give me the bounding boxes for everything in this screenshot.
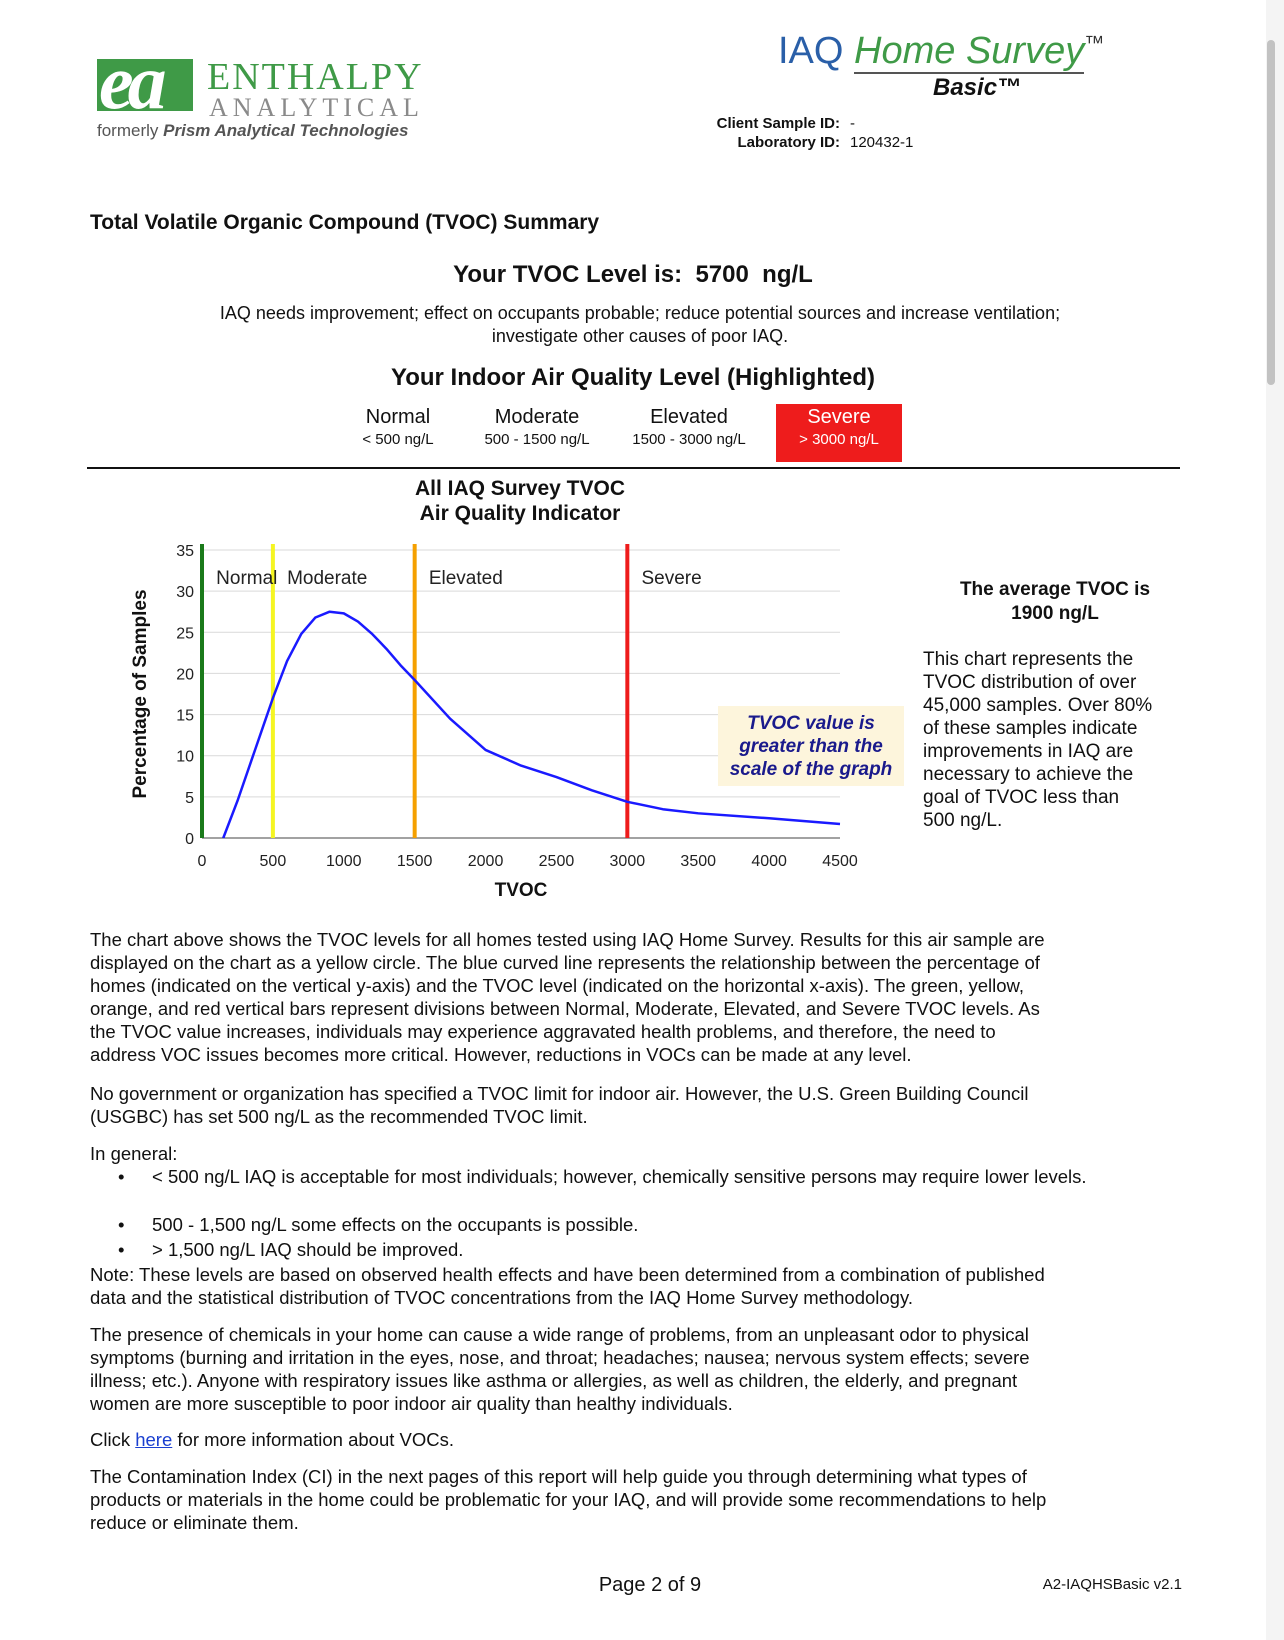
section-title: Total Volatile Organic Compound (TVOC) Summary	[90, 211, 600, 234]
average-tvoc: The average TVOC is 1900 ng/L	[959, 579, 1151, 624]
iaq-level-title: Your Indoor Air Quality Level (Highlighted)	[390, 364, 875, 391]
paragraph-limits: No government or organization has specified a TVOC limit for indoor air. However, the U.S. Green Building Council (USGBC) has set 500 ng/L as the recommended TVOC limit.	[90, 1083, 1029, 1127]
y-tick-label: 35	[176, 543, 194, 560]
annotation-text: scale of the graph	[729, 759, 893, 780]
region-label: Severe	[641, 568, 702, 589]
y-tick-label: 10	[176, 748, 194, 766]
bullet-item: • 500 - 1,500 ng/L some effects on the occupants is possible.	[118, 1214, 639, 1235]
voc-info-link[interactable]: here	[135, 1429, 173, 1450]
company-subtitle: ANALYTICAL	[209, 93, 424, 122]
y-tick-label: 0	[185, 831, 194, 848]
chart-description: This chart represents the TVOC distribution of over 45,000 samples. Over 80% of these samples indicate improvements in IAQ are necessary to achieve the goal of TVOC less than 500 ng/L.	[923, 649, 1153, 831]
x-tick-label: 3500	[680, 853, 717, 870]
x-tick-label: 500	[259, 853, 287, 870]
annotation-text: greater than the	[739, 736, 883, 757]
scrollbar-thumb[interactable]	[1267, 40, 1275, 385]
y-axis-label: Percentage of Samples	[130, 589, 151, 799]
level-normal: Normal < 500 ng/L	[362, 406, 434, 448]
formerly-note: formerly Prism Analytical Technologies	[97, 121, 409, 140]
more-info-line: Click here for more information about VOCs.	[90, 1429, 454, 1450]
chart-title: All IAQ Survey TVOC Air Quality Indicator	[414, 477, 626, 525]
paragraph-chart-explanation: The chart above shows the TVOC levels for all homes tested using IAQ Home Survey. Results for this air sample are displayed on the chart as a yellow circle. The blue curved line represents the relationship between the percentage of homes (indicated on the vertical y-axis) and the TVOC level (indicated on the horizontal x-axis). The green, yellow, orange, and red vertical bars represent divisions between Normal, Moderate, Elevated, and Severe TVOC levels. As the TVOC value increases, individuals may experience aggravated health problems, and therefore, the need to address VOC issues becomes more critical. However, reductions in VOCs can be made at any level.	[90, 929, 1045, 1065]
x-tick-label: 1000	[325, 853, 362, 870]
y-tick-label: 25	[176, 625, 194, 643]
advice-text: IAQ needs improvement; effect on occupants probable; reduce potential sources and increase ventilation; investigate other causes of poor IAQ.	[219, 303, 1061, 346]
bullet-item: • < 500 ng/L IAQ is acceptable for most individuals; however, chemically sensitive persons may require lower levels.	[118, 1166, 1087, 1187]
lab-id-value: 120432-1	[850, 134, 914, 151]
document-version: A2-IAQHSBasic v2.1	[1042, 1576, 1182, 1593]
y-tick-label: 20	[176, 666, 194, 684]
survey-edition: Basic™	[933, 74, 1022, 101]
divider-rule	[87, 467, 1180, 469]
level-elevated: Elevated 1500 - 3000 ng/L	[632, 406, 746, 448]
paragraph-contamination-index: The Contamination Index (CI) in the next pages of this report will help guide you through determining what types of products or materials in the home could be problematic for your IAQ, and will provide some recommendations to help reduce or eliminate them.	[90, 1466, 1047, 1533]
x-tick-label: 4500	[822, 853, 858, 870]
page-number: Page 2 of 9	[598, 1574, 702, 1596]
x-tick-label: 2500	[538, 853, 575, 870]
company-name: ENTHALPY	[207, 56, 424, 98]
region-label: Elevated	[428, 568, 503, 589]
annotation-text: TVOC value is	[747, 713, 875, 734]
paragraph-health-effects: The presence of chemicals in your home can cause a wide range of problems, from an unpleasant odor to physical symptoms (burning and irritation in the eyes, nose, and throat; headaches; nausea; nervous system effects; severe illness; etc.). Anyone with respiratory issues like asthma or allergies, as well as children, the elderly, and pregnant women are more susceptible to poor indoor air quality than healthy individuals.	[90, 1324, 1030, 1414]
y-tick-label: 5	[185, 789, 194, 807]
y-tick-label: 15	[176, 707, 194, 725]
survey-product-title: IAQ Home Survey™	[778, 30, 1105, 72]
region-label: Moderate	[287, 568, 368, 589]
x-tick-label: 2000	[467, 853, 504, 870]
level-severe-highlighted: Severe > 3000 ng/L	[776, 404, 902, 462]
x-axis-label: TVOC	[494, 880, 548, 900]
ea-logo-mark: ea	[97, 59, 193, 111]
x-tick-label: 3000	[609, 853, 646, 870]
y-tick-label: 30	[176, 584, 194, 602]
in-general-heading: In general:	[90, 1143, 178, 1164]
tvoc-distribution-chart	[120, 530, 920, 900]
x-tick-label: 0	[197, 853, 207, 870]
x-tick-label: 4000	[751, 853, 787, 870]
tvoc-level: Your TVOC Level is: 5700 ng/L	[453, 261, 813, 288]
level-moderate: Moderate 500 - 1500 ng/L	[484, 406, 590, 448]
bullet-item: • > 1,500 ng/L IAQ should be improved.	[118, 1239, 464, 1260]
region-label: Normal	[216, 568, 278, 589]
client-sample-value: -	[850, 115, 855, 132]
enthalpy-logo	[97, 55, 437, 145]
client-sample-label: Client Sample ID:	[716, 115, 840, 132]
lab-id-label: Laboratory ID:	[737, 134, 840, 151]
paragraph-note: Note: These levels are based on observed health effects and have been determined from a combination of published data and the statistical distribution of TVOC concentrations from the IAQ Home Survey methodology.	[90, 1264, 1045, 1308]
x-tick-label: 1500	[396, 853, 433, 870]
